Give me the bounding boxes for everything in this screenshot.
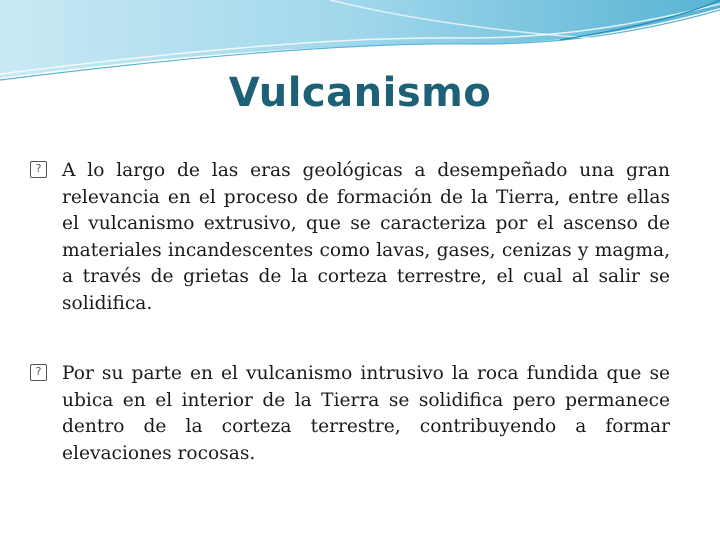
bullet-text: A lo largo de las eras geológicas a desempeñado una gran relevancia en el proceso de formación de la Tierra, entre ellas el vulcanismo extrusivo, que se caracteriza por el ascenso de materiales incandescentes como lavas, gases, cenizas y magma, a través de grietas de la corteza terrestre, el cual al salir se solidifica. (62, 160, 670, 314)
bullet-item (30, 361, 670, 467)
replacement-character-icon: ? (30, 161, 47, 178)
bullet-list (30, 158, 670, 467)
replacement-character-icon: ? (30, 364, 47, 381)
bullet-text: Por su parte en el vulcanismo intrusivo la roca fundida que se ubica en el interior de la Tierra se solidifica pero permanece dentro de la corteza terrestre, contribuyendo a formar elevaciones rocosas. (62, 363, 670, 464)
slide-title: Vulcanismo (228, 70, 492, 116)
bullet-item (30, 158, 670, 317)
